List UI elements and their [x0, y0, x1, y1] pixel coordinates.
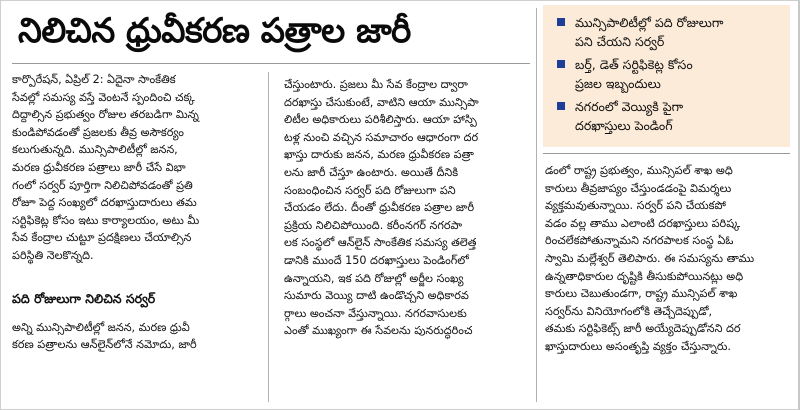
highlight-line: మున్సిపాలిటీల్లో పది రోజులుగా [575, 15, 724, 30]
text-line: దరఖాస్తు చేసుకుంటే, వాటిని ఆయా మున్సిపా [284, 95, 479, 109]
text-line: కారులు చెబుతుండగా, రాష్ట్ర మున్సిపల్ శాఖ [545, 287, 738, 301]
article-column-3 [545, 162, 790, 402]
text-line: టళ్ల నుంచి వచ్చిన సమాచారం ఆధారంగా దర [284, 130, 479, 144]
text-line: లిటీల అధికారులు పరిశీలిస్తారు. ఆయా హాస్పి [284, 113, 477, 127]
article-column-1 [12, 71, 252, 403]
text-line: రించలేకపోతున్నామని నగరపాలక సంస్థ ఏఓ [545, 234, 734, 248]
highlight-line: దరఖాస్తులు పెండింగ్ [575, 118, 673, 133]
text-line: చేయడం లేదు. దీంతో ధ్రువీకరణ పత్రాల జారీ [284, 201, 475, 215]
headline: నిలిచిన ధ్రువీకరణ పత్రాల జారీ [18, 11, 411, 51]
text-line: రోజూ పెద్ద సంఖ్యలో దరఖాస్తుదారులు తమ [12, 196, 197, 210]
text-line: వ్యక్తమవుతున్నాయి. సర్వర్ పని చేయకపో [545, 199, 726, 213]
text-line: సర్వర్‌ను వినియోగంలోకి తెచ్చేదెప్పుడో, [545, 304, 713, 318]
text-line: సేవ కేంద్రాల చుట్టూ ప్రదక్షిణలు చేయాల్సిన [12, 231, 192, 245]
highlight-line: పని చేయని సర్వర్ [575, 34, 665, 49]
highlight-item [553, 13, 782, 51]
square-bullet-icon [557, 102, 565, 110]
highlight-item [553, 97, 782, 135]
article-column-2 [284, 76, 528, 401]
text-line: పరిస్థితి నెలకొన్నది. [12, 248, 94, 262]
text-line: డానికి ముందే 150 దరఖాస్తులు పెండింగ్‌లో [284, 253, 469, 267]
column-divider [268, 72, 269, 402]
text-line: సంబంధించిన సర్వర్ పది రోజులుగా పని [284, 183, 456, 197]
text-line: ఖాస్తుదారులు అసంతృప్తి వ్యక్తం చేస్తున్నారు. [545, 339, 731, 353]
text-line: కరణ పత్రాలను ఆన్‌లైన్‌లోనే నమోదు, జారీ [12, 338, 197, 352]
text-line: గంలో సర్వర్ పూర్తిగా నిలిచిపోవడంతో ప్రతి [12, 178, 193, 192]
headline-divider [12, 63, 530, 64]
text-line: సుమారు వెయ్యి దాటి ఉండొచ్చని అధికారవ [284, 289, 469, 303]
text-line: సర్టిఫికెట్ల కోసం ఇటు కార్యాలయం, అటు మీ [12, 213, 200, 227]
text-line: చేస్తుంటారు. ప్రజలు మీ సేవ కేంద్రాల ద్వారా [284, 78, 468, 91]
text-line: కార్పొరేషన్, ఏప్రిల్ 2: ఏదైనా సాంకేతిక [12, 73, 176, 86]
square-bullet-icon [557, 60, 565, 68]
text-line: అన్ని మున్సిపాలిటీల్లో జనన, మరణ ధ్రువీ [12, 320, 190, 334]
highlight-line: నగరంలో వెయ్యికి పైగా [575, 99, 684, 114]
text-line: లక సంస్థలో ఆన్‌లైన్ సాంకేతిక సమస్య తలెత్త [284, 236, 477, 250]
highlights-divider [543, 153, 790, 154]
text-line: వడం వల్ల తాము ఎలాంటి దరఖాస్తులు పరిష్క [545, 216, 741, 230]
square-bullet-icon [557, 18, 565, 26]
text-line: ఎంతో ముఖ్యంగా ఈ సేవలను పునరుద్ధరించ [284, 324, 473, 338]
highlights-box [543, 5, 790, 147]
highlight-line: బర్త్, డెత్ సర్టిఫికెట్ల కోసం [575, 57, 693, 72]
text-line: తమకు సర్టిఫికెట్స్ జారీ అయ్యేదెప్పుడోనని దర [545, 322, 741, 336]
text-line: స్వామి మల్లేశ్వర్ తెలిపారు. ఈ సమస్యను తాము [545, 251, 755, 265]
text-line: సేవల్లో సమస్య వస్తే వెంటనే స్పందించి చక్క [12, 90, 195, 104]
text-line: ఉన్నాయని, ఇక పది రోజుల్లో అర్జీల సంఖ్య [284, 271, 464, 285]
text-line: మరణ ధ్రువీకరణ పత్రాలు జారీ చేసే విభా [12, 160, 186, 174]
highlight-item [553, 55, 782, 93]
text-line: కలుగుతున్నది. మున్సిపాలిటీల్లో జనన, [12, 143, 178, 157]
text-line: డంలో రాష్ట్ర ప్రభుత్వం, మున్సిపల్ శాఖ అధి [545, 164, 733, 177]
text-line: లను జారీ చేస్తూ ఉంటారు. అయితే దీనికి [284, 165, 459, 179]
text-line: ఉన్నతాధికారుల దృష్టికి తీసుకుపోయినట్లు అధి [545, 269, 744, 283]
text-line: ర్గాలు అంచనా వేస్తున్నాయి. నగరవాసులకు [284, 306, 467, 320]
subheading: పది రోజులుగా నిలిచిన సర్వర్ [12, 290, 156, 306]
text-line: ప్రక్రియ నిలిచిపోయింది. కరీంనగర్ నగరపా [284, 218, 463, 232]
highlight-line: ప్రజల ఇబ్బందులు [575, 76, 661, 91]
column-divider [536, 8, 537, 402]
text-line: కారులు తీవ్రజాప్యం చేస్తుండడంపై విమర్శలు [545, 181, 732, 195]
text-line: దిద్దాల్సిన ప్రభుత్వం రోజుల తరబడిగా మిన్న [12, 108, 199, 122]
text-line: ఖాస్తు దారుకు జనన, మరణ ధ్రువీకరణ పత్రా [284, 148, 474, 162]
text-line: కుండిపోవడంతో ప్రజలకు తీవ్ర అసౌకర్యం [12, 125, 184, 139]
